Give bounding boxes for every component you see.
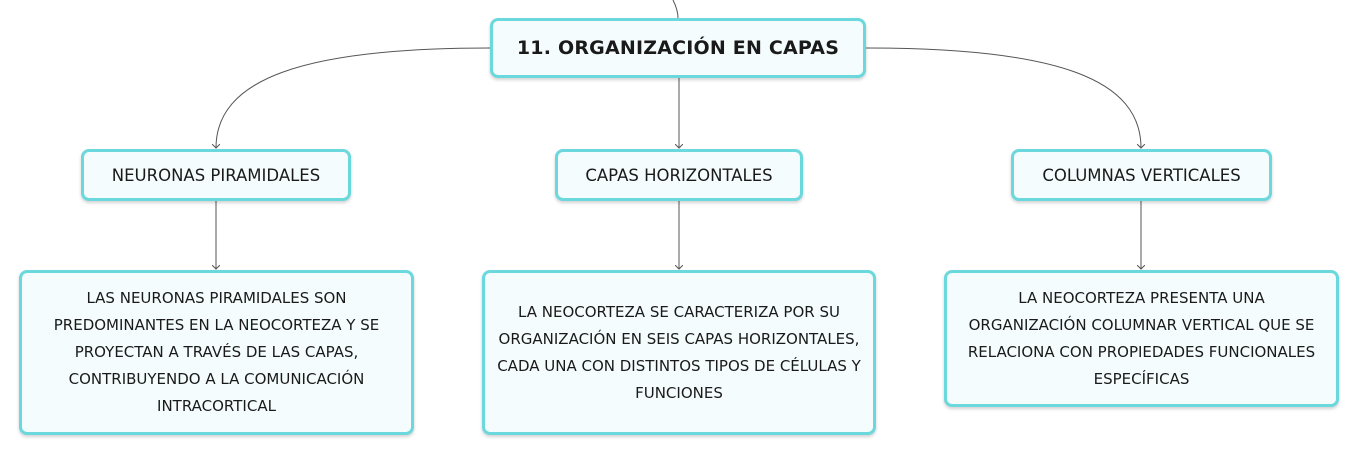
- detail-topic-capas-horizontales[interactable]: [482, 270, 876, 435]
- connector-root-to-branch-3: [866, 48, 1141, 148]
- root-topic[interactable]: [490, 18, 866, 78]
- branch-topic-label: CAPAS HORIZONTALES: [585, 165, 773, 185]
- connector-parent-to-root: [673, 0, 678, 18]
- branch-topic-neuronas-piramidales[interactable]: [81, 149, 351, 201]
- branch-topic-label: COLUMNAS VERTICALES: [1042, 165, 1241, 185]
- detail-topic-text: LA NEOCORTEZA SE CARACTERIZA POR SU ORGANIZACIÓN EN SEIS CAPAS HORIZONTALES, CADA UNA CON DISTINTOS TIPOS DE CÉLULAS Y FUNCIONES: [497, 302, 861, 402]
- detail-topic-text: LA NEOCORTEZA PRESENTA UNA ORGANIZACIÓN COLUMNAR VERTICAL QUE SE RELACIONA CON PROPIEDADES FUNCIONALES ESPECÍFICAS: [967, 288, 1316, 388]
- root-topic-label: 11. ORGANIZACIÓN EN CAPAS: [516, 37, 840, 59]
- branch-topic-label: NEURONAS PIRAMIDALES: [111, 165, 321, 185]
- branch-topic-columnas-verticales[interactable]: [1011, 149, 1272, 201]
- detail-topic-neuronas-piramidales[interactable]: [19, 270, 414, 435]
- detail-topic-columnas-verticales[interactable]: [944, 270, 1339, 407]
- branch-topic-capas-horizontales[interactable]: [555, 149, 803, 201]
- connector-root-to-branch-1: [216, 48, 490, 148]
- detail-topic-text: LAS NEURONAS PIRAMIDALES SON PREDOMINANTES EN LA NEOCORTEZA Y SE PROYECTAN A TRAVÉS DE LAS CAPAS, CONTRIBUYENDO A LA COMUNICACIÓN INTRACORTICAL: [53, 289, 380, 415]
